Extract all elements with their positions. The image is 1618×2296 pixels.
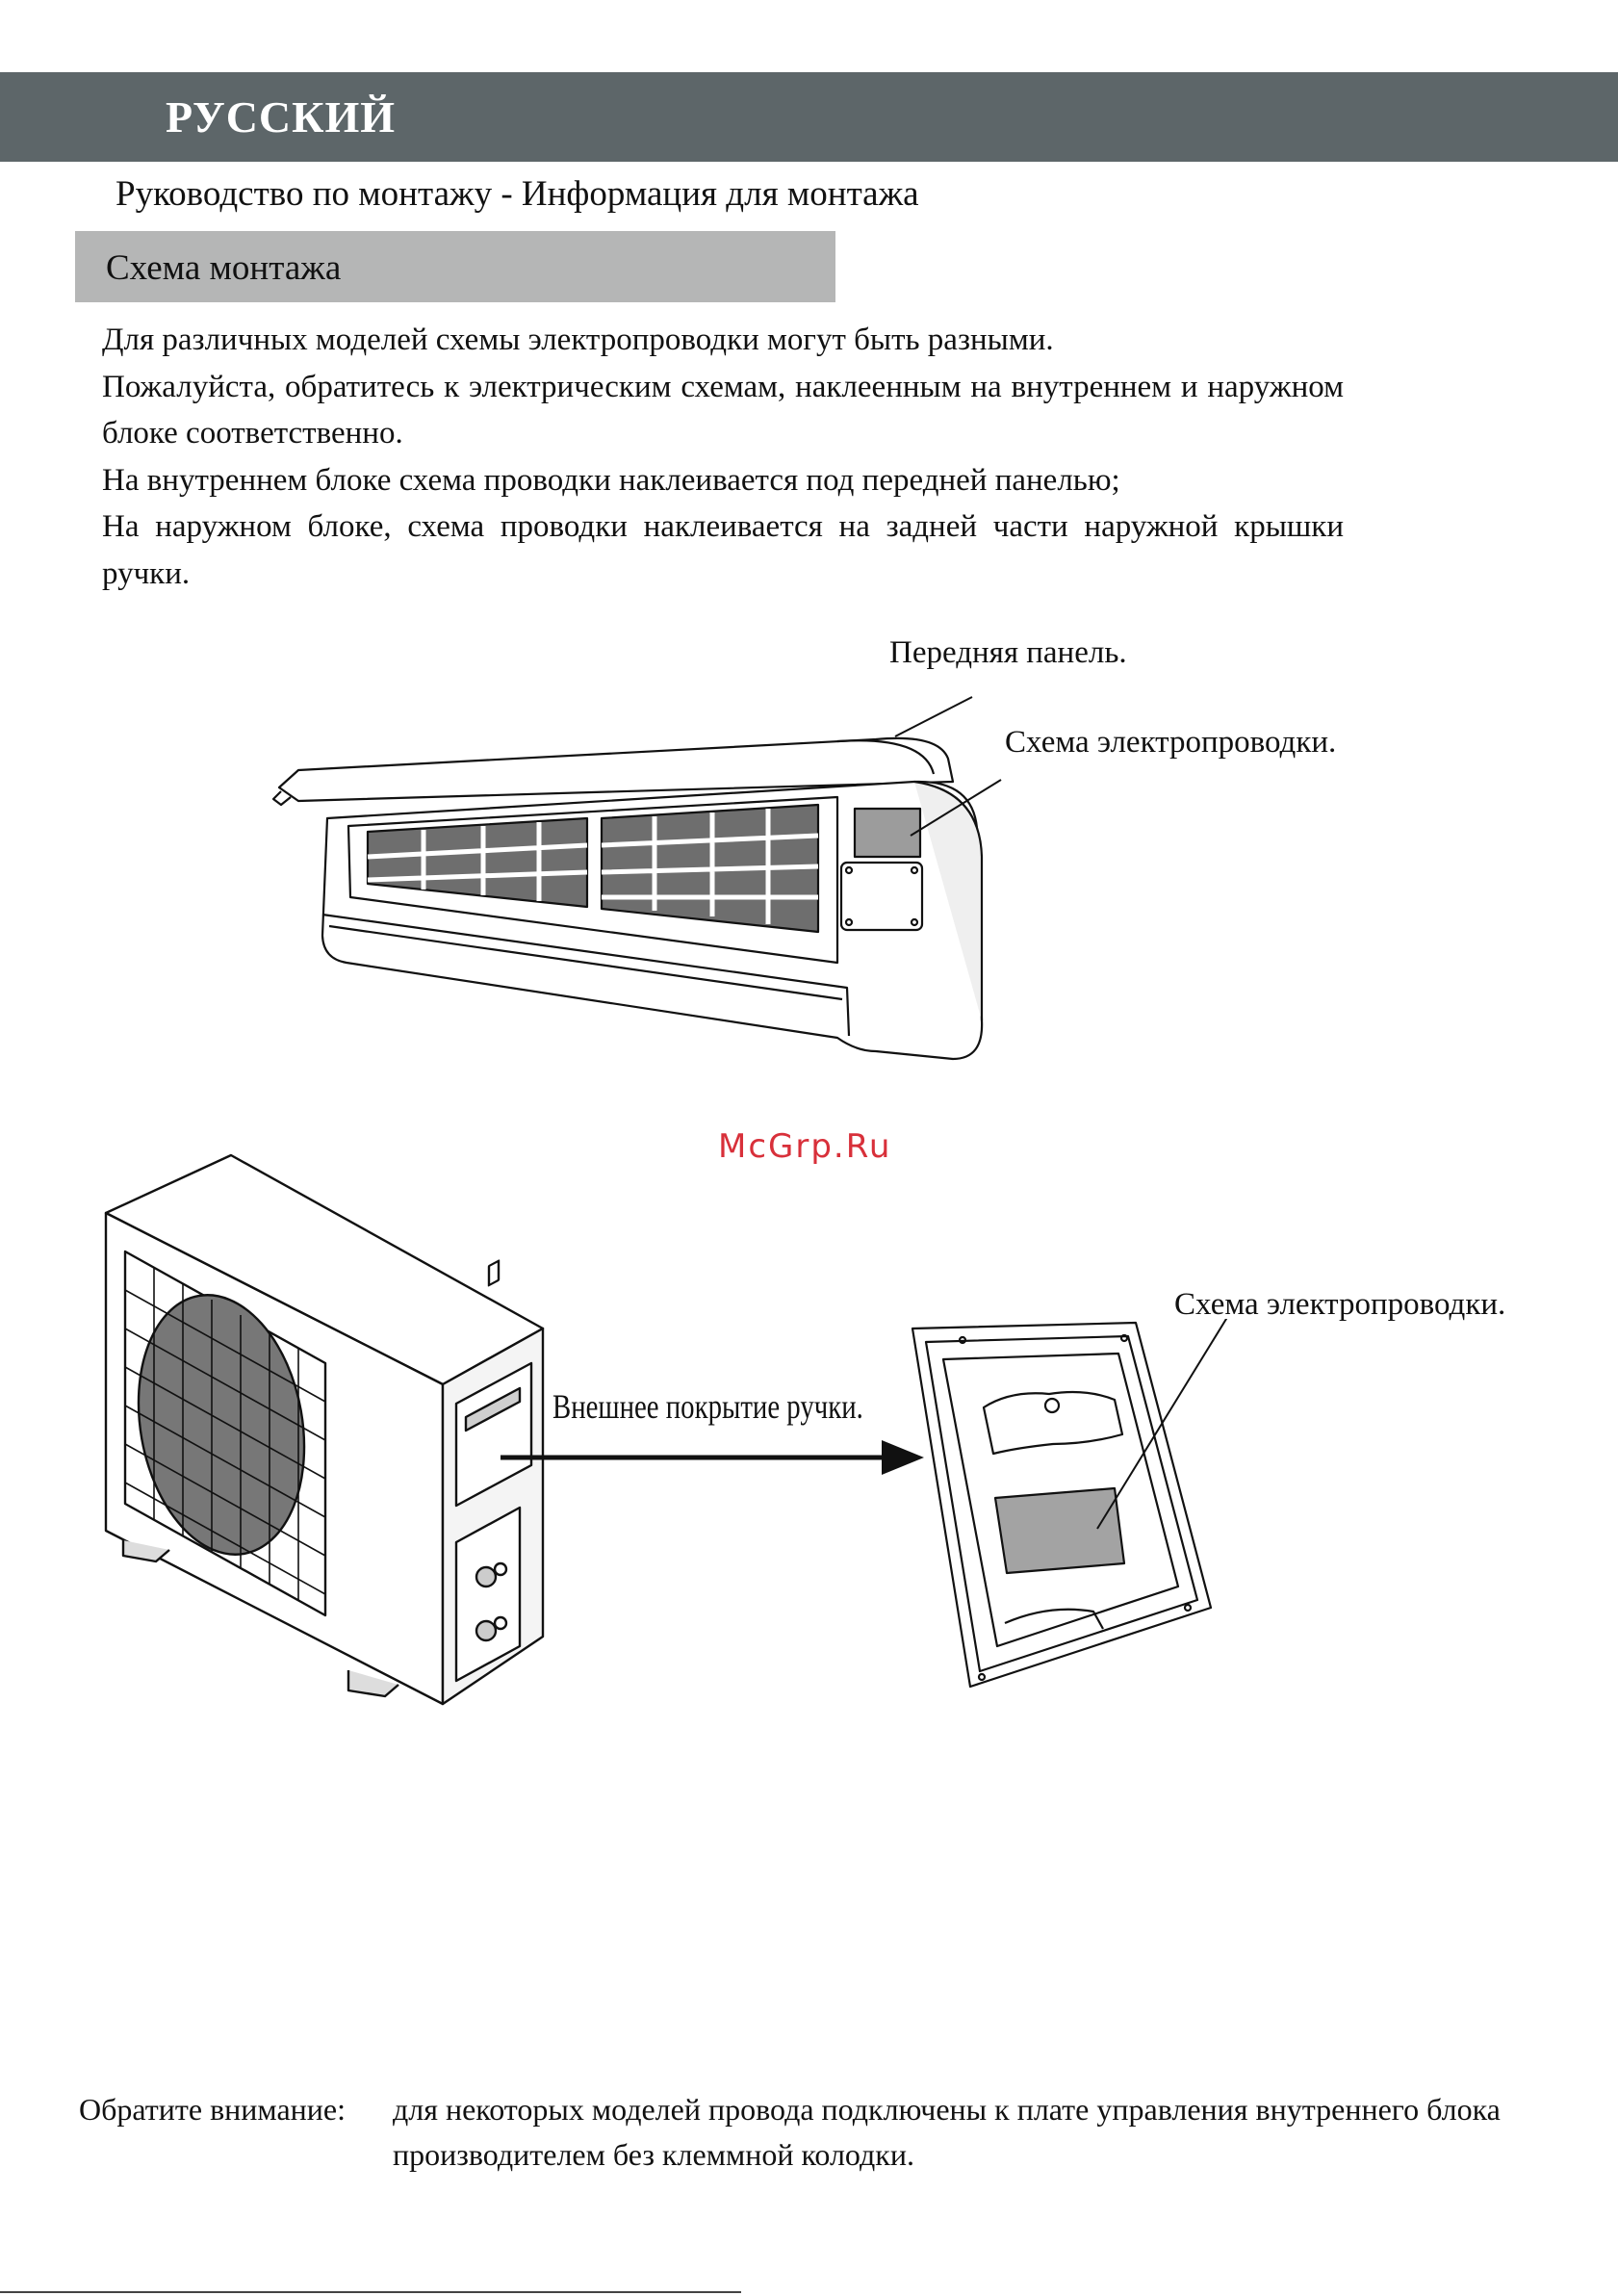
handle-cover-label: Внешнее покрытие ручки. (552, 1387, 863, 1426)
indoor-wiring-label: Схема электропроводки. (1005, 725, 1337, 760)
paragraph-1: Для различных моделей схемы электропроводки могут быть разными. (102, 322, 1054, 357)
watermark: McGrp.Ru (718, 1127, 892, 1166)
paragraph-4: На наружном блоке, схема проводки наклеивается на задней части наружной крышки ручки. (102, 509, 1344, 591)
pointer-arrow (501, 1432, 934, 1490)
note-text: для некоторых моделей провода подключены к плате управления внутреннего блока производителем без клеммной колодки. (393, 2092, 1501, 2172)
outdoor-wiring-label: Схема электропроводки. (1174, 1287, 1506, 1322)
page-subtitle: Руководство по монтажу - Информация для монтажа (116, 174, 919, 214)
body-text (102, 317, 1344, 597)
front-panel-label: Передняя панель. (889, 635, 1127, 670)
language-title: РУССКИЙ (166, 92, 397, 142)
note-label: Обратите внимание: (79, 2092, 346, 2127)
indoor-unit-illustration (260, 674, 1030, 1078)
section-title: Схема монтажа (106, 248, 342, 288)
handle-cover-illustration (905, 1319, 1232, 1694)
outdoor-unit-illustration (96, 1146, 558, 1714)
paragraph-2: Пожалуйста, обратитесь к электрическим схемам, наклеенным на внутреннем и наружном блоке соответственно. (102, 369, 1344, 451)
footer-line (0, 2291, 741, 2293)
paragraph-3: На внутреннем блоке схема проводки наклеивается под передней панелью; (102, 462, 1120, 498)
